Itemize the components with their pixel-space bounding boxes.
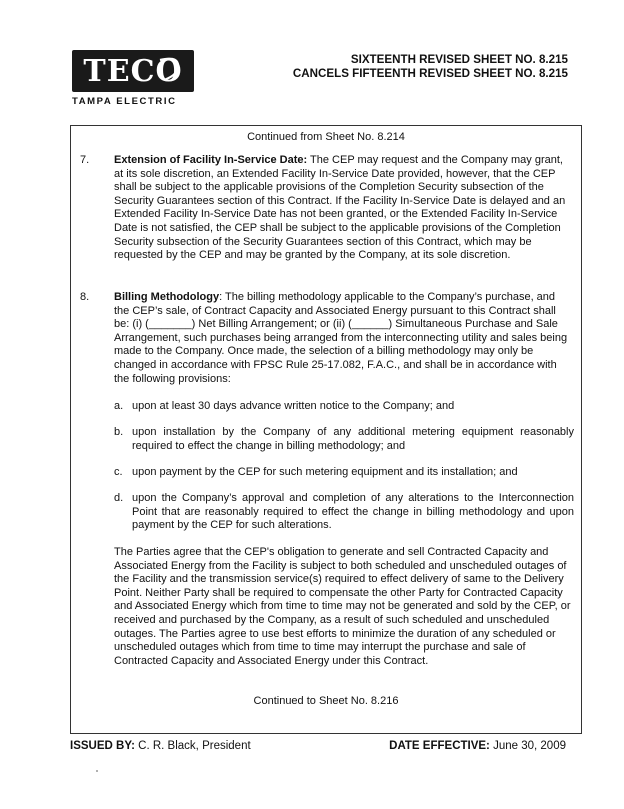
- section-number: 8.: [80, 291, 90, 303]
- sheet-cancels: CANCELS FIFTEENTH REVISED SHEET NO. 8.215: [292, 67, 568, 80]
- issued-label: ISSUED BY:: [70, 740, 135, 752]
- company-logo: [72, 50, 222, 107]
- subitem-letter: b.: [114, 426, 124, 438]
- continued-to: Continued to Sheet No. 8.216: [253, 695, 399, 707]
- date-label: DATE EFFECTIVE:: [389, 740, 490, 752]
- subitem-letter: d.: [114, 492, 124, 504]
- subitem-text: upon the Company’s approval and completion of any alterations to the Interconnection Point that are reasonably required to effect the change in billing methodology and upon payment by the CEP for such alterations.: [132, 492, 574, 532]
- section-7: [80, 154, 570, 263]
- subitem-letter: a.: [114, 400, 124, 412]
- section-body: [114, 154, 570, 263]
- logo-text: TECO: [83, 53, 183, 89]
- scan-speck: [96, 770, 98, 772]
- subitem-text: upon payment by the CEP for such metering equipment and its installation; and: [132, 466, 518, 478]
- logo-swoosh-icon: [72, 50, 194, 92]
- section-text: The CEP may request and the Company may grant, at its sole discretion, an Extended Facility In-Service Date provided, however, that the CEP shall be subject to the applicable provisions of the Completion Security subsection of the Security Guarantees section of this Contract. If the Facility In-Service Date is delayed and an Extended Facility In-Service Date has not been granted, or the Extended Facility In-Service Date is not satisfied, the CEP shall be subject to the applicable provisions of the Completion Security subsection of the Security Guarantees section of this Contract, which may be requested by the CEP and may be granted by the Company, at its sole discretion.: [114, 154, 566, 262]
- section-body: [114, 291, 570, 386]
- subitem-a: [114, 400, 574, 414]
- section-text: : The billing methodology applicable to the Company’s purchase, and the CEP’s sale, of Contract Capacity and Associated Energy pursuant to this Contract shall be: (i) (_______) Net Billing Arrangement; or (ii) (______) Simultaneous Purchase and Sale Arrangement, such purchases being arranged from the interconnecting utility and sales being made to the Company. Once made, the selection of a billing methodology may only be changed in accordance with FPSC Rule 25-17.082, F.A.C., and shall be in accordance with the following provisions:: [114, 291, 568, 385]
- sheet-identifier: [293, 53, 568, 81]
- subitem-d: [114, 492, 574, 533]
- date-value: June 30, 2009: [493, 740, 566, 752]
- section-heading: Billing Methodology: [114, 291, 220, 303]
- logo-caption: TAMPA ELECTRIC: [72, 96, 177, 107]
- section-8: [80, 291, 570, 386]
- date-effective: [389, 740, 566, 752]
- issued-by: [70, 740, 251, 752]
- sheet-number: SIXTEENTH REVISED SHEET NO. 8.215: [350, 53, 568, 66]
- subitem-b: [114, 426, 574, 453]
- issued-value: C. R. Black, President: [138, 740, 251, 752]
- subitem-c: [114, 466, 574, 480]
- continued-from: Continued from Sheet No. 8.214: [247, 131, 405, 143]
- section-heading: Extension of Facility In-Service Date:: [114, 154, 308, 166]
- subitem-letter: c.: [114, 466, 123, 478]
- section-number: 7.: [80, 154, 90, 166]
- subitem-text: upon installation by the Company of any additional metering equipment reasonably required to effect the change in billing methodology; and: [132, 426, 574, 452]
- closing-paragraph: The Parties agree that the CEP's obligation to generate and sell Contracted Capacity and Associated Energy from the Facility is subject to both scheduled and unscheduled outages of the Facility and the transmission service(s) required to effect delivery of same to the Delivery Point. Neither Party shall be required to compensate the other Party for Contracted Capacity and Associated Energy which from time to time may not be generated and sold by the CEP, or received and purchased by the Company, as a result of such scheduled and unscheduled outages. The Parties agree to use best efforts to minimize the duration of any scheduled or unscheduled outages which from time to time may interrupt the purchase and sale of Contracted Capacity and Associated Energy under this Contract.: [114, 546, 571, 667]
- logo-mark: [72, 50, 194, 92]
- subitem-text: upon at least 30 days advance written notice to the Company; and: [132, 400, 455, 412]
